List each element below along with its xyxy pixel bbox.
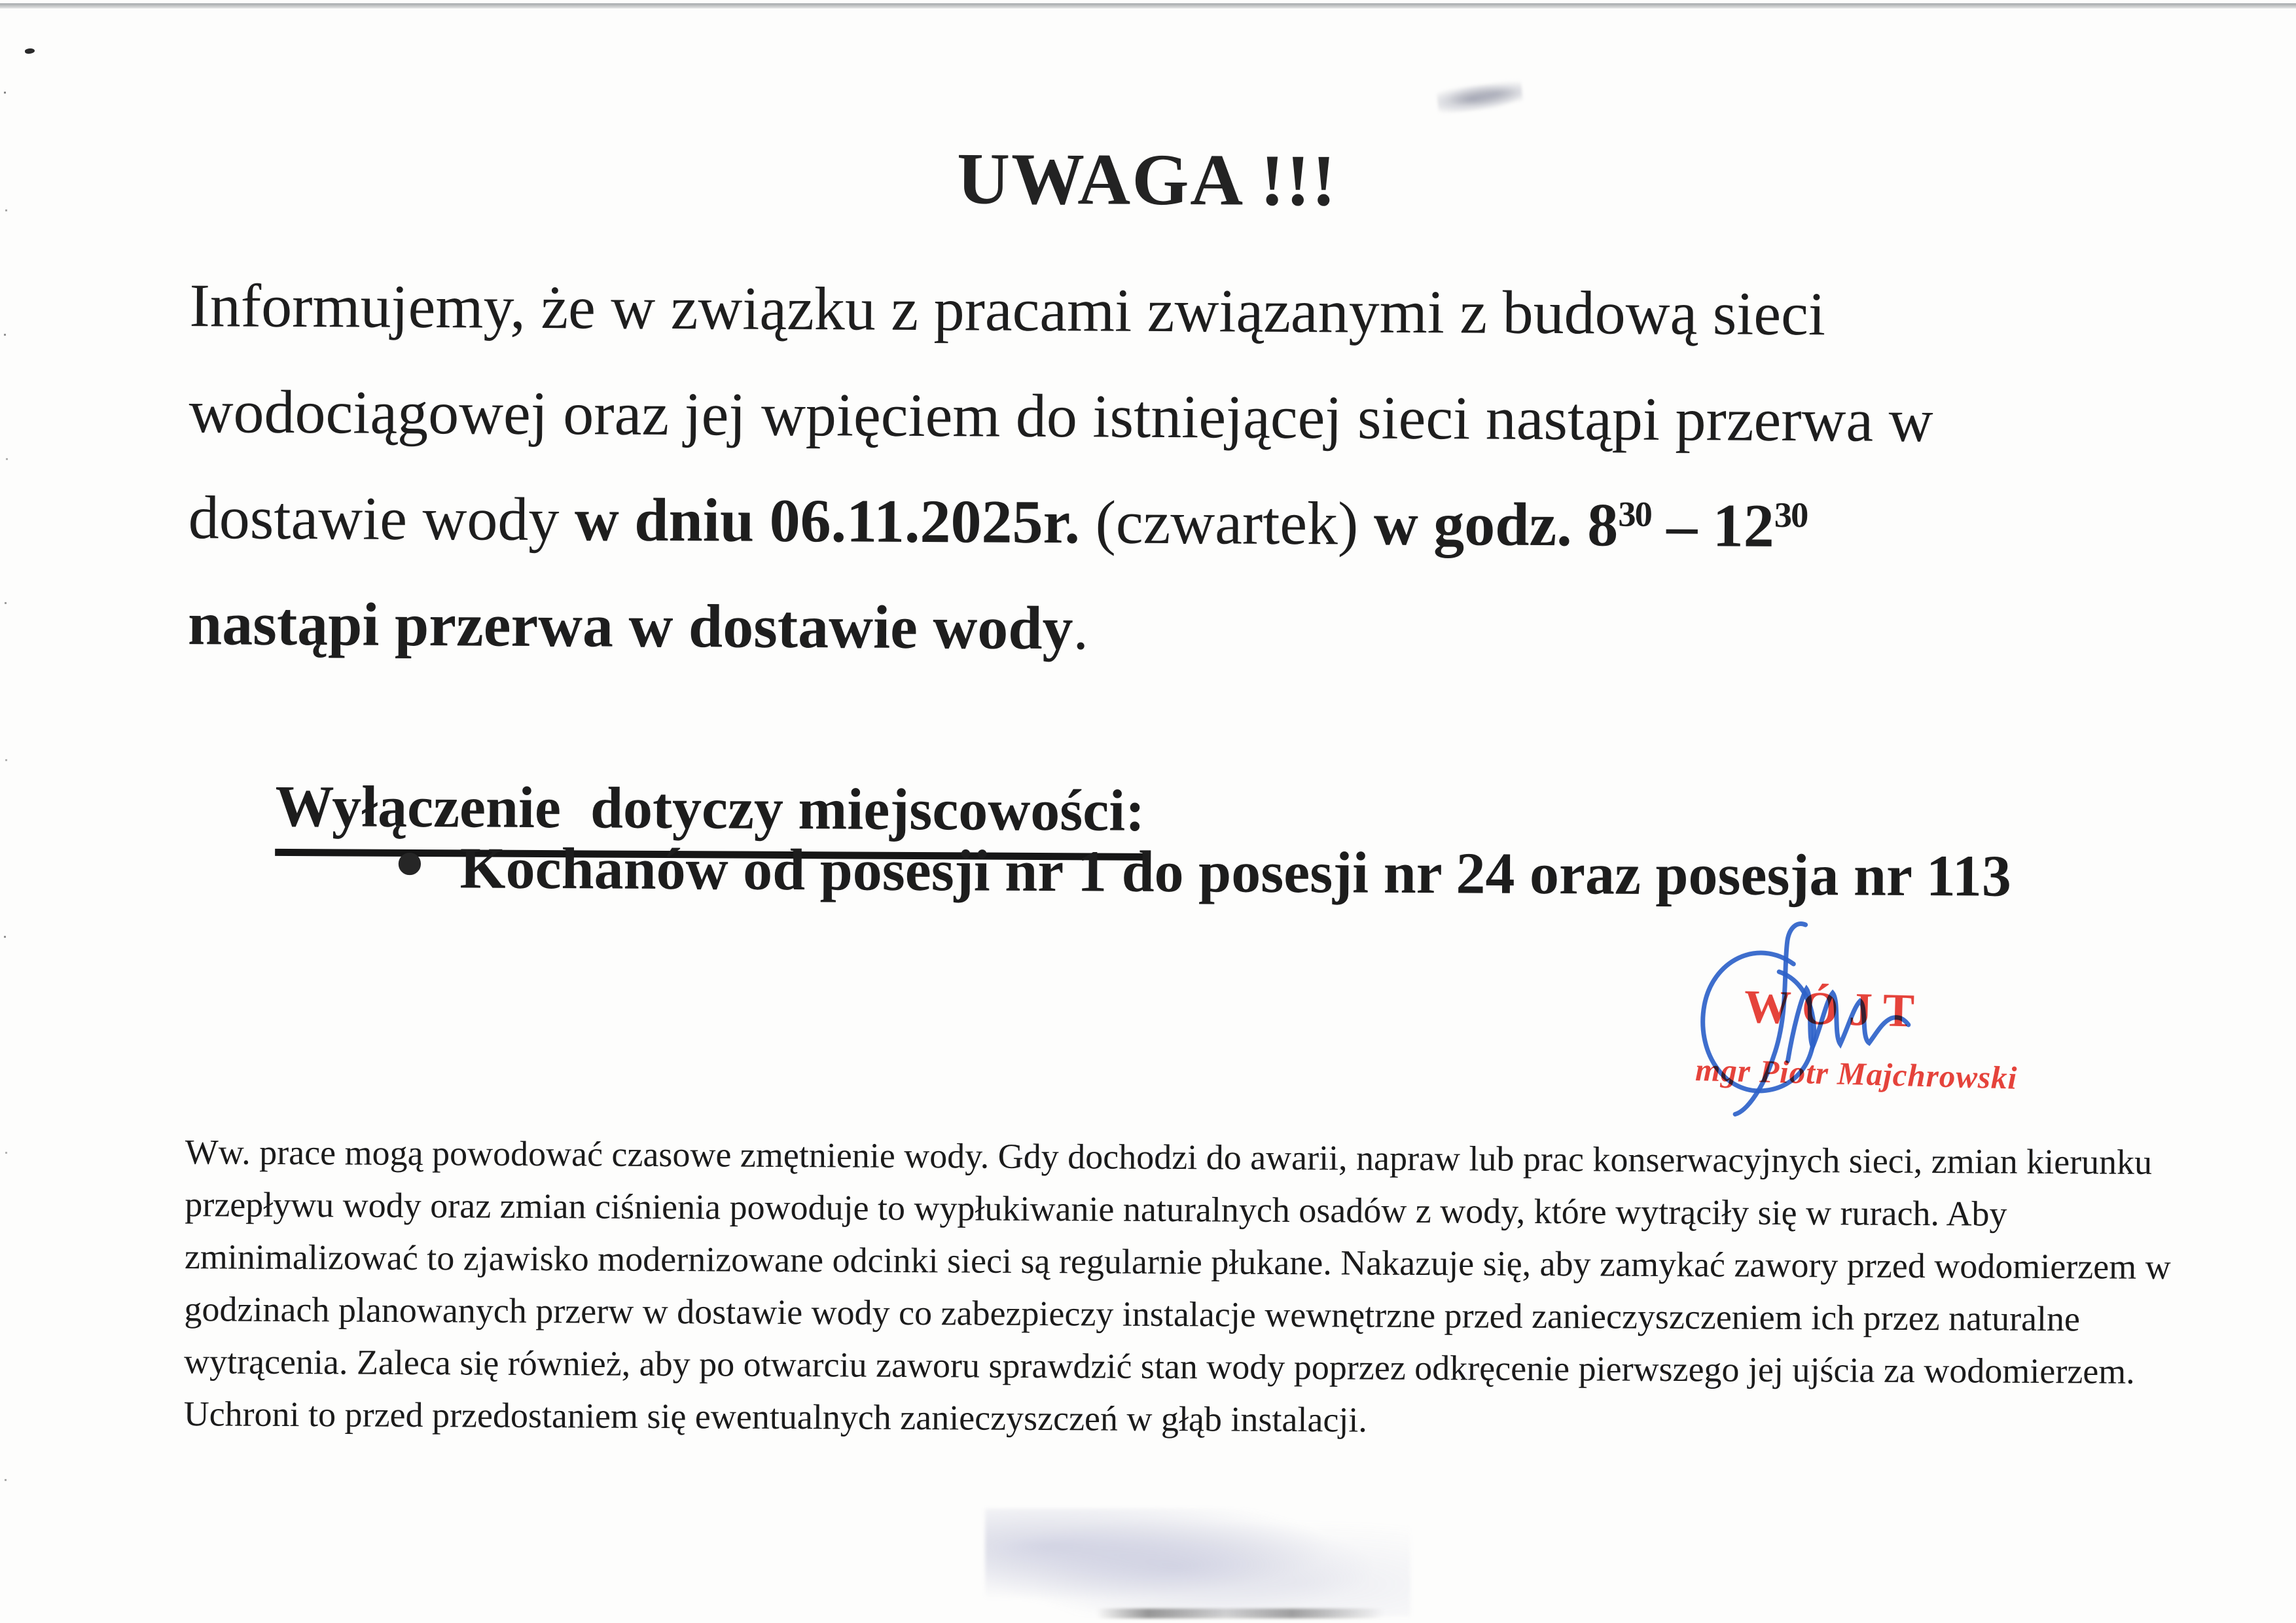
footer-information-paragraph [183,1126,2181,1450]
section-heading-text: Wyłączenie dotyczy miejscowości: [275,772,1145,861]
superscript-text: 30 [1618,493,1652,534]
text-segment: nastąpi przerwa w dostawie wody [187,590,1073,663]
text-segment: Informujemy, że w związku z pracami związanymi z budową sieci [189,272,1826,349]
text-line [188,465,2152,581]
bullet-item-text: Kochanów od posesji nr 1 do posesji nr 24 oraz posesja nr 113 [459,836,2012,909]
text-line: Uchroni to przed przedostaniem się ewentualnych zanieczyszczeń w głąb instalacji. [183,1394,1368,1440]
bullet-dot-icon: • [386,820,433,912]
text-segment: w godz. 8 [1373,490,1619,560]
text-line [188,359,2153,475]
notice-body-paragraph [188,253,2153,687]
text-segment: . [1073,594,1089,663]
text-segment: w dniu 06.11.2025r. [574,486,1081,557]
stamp-title: WÓJT [1743,980,1926,1037]
text-segment: – 12 [1651,491,1775,560]
text-line: zminimalizować to zjawisko modernizowane odcinki sieci są regularnie płukane. Nakazuje się, aby zamykać zawory przed wodomierzem w [184,1237,2171,1287]
superscript-text: 30 [1774,494,1808,535]
signature-scribble-icon [1683,918,1920,1135]
notice-title: UWAGA !!! [956,138,1338,222]
text-segment: wodociągowej oraz jej wpięciem do istniejącej sieci nastąpi przerwa w [188,378,1933,455]
text-segment: dostawie wody [188,484,575,554]
text-line: godzinach planowanych przerw w dostawie wody co zabezpieczy instalacje wewnętrzne przed zanieczyszczeniem ich przez naturalne [184,1289,2081,1339]
text-line [188,571,2152,687]
text-line [189,253,2153,369]
bullet-list-item [386,820,2012,916]
text-segment: (czwartek) [1079,488,1374,558]
text-line: przepływu wody oraz zmian ciśnienia powoduje to wypłukiwanie naturalnych osadów z wody, które wytrąciły się w rurach. Aby [185,1185,2007,1234]
text-line: Ww. prace mogą powodować czasowe zmętnienie wody. Gdy dochodzi do awarii, napraw lub prac konserwacyjnych sieci, zmian kierunku [185,1132,2153,1182]
stamp-signer-name: mgr Piotr Majchrowski [1695,1051,2018,1096]
text-line: wytrącenia. Zaleca się również, aby po otwarciu zaworu sprawdzić stan wody poprzez odkręcenie pierwszego jej ujścia za wodomierzem. [183,1342,2135,1391]
